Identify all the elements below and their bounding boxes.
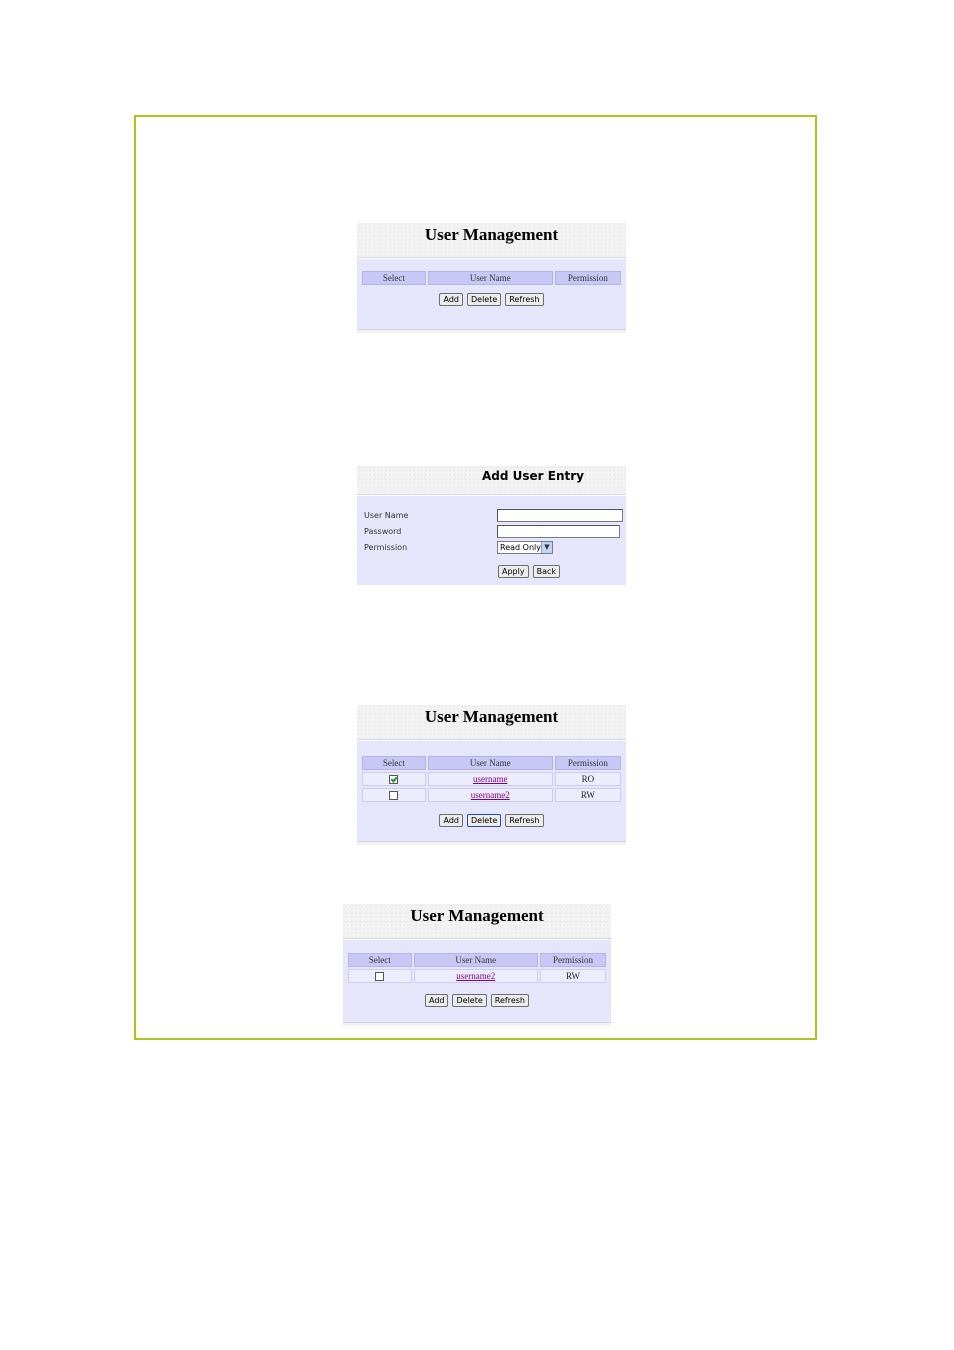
column-header-select: Select (362, 756, 426, 770)
panel-body (357, 258, 626, 329)
page-title: User Management (424, 225, 559, 244)
username-cell (414, 969, 538, 983)
delete-button[interactable]: Delete (452, 994, 486, 1007)
user-management-panel-two-users (357, 705, 626, 832)
column-header-permission: Permission (555, 756, 621, 770)
username-input[interactable] (497, 509, 623, 522)
password-label: Password (364, 527, 402, 536)
username-link[interactable]: username (472, 774, 508, 784)
refresh-button[interactable]: Refresh (505, 814, 543, 827)
add-button[interactable]: Add (439, 814, 463, 827)
page-title: User Management (424, 707, 559, 726)
permission-cell: RO (555, 772, 621, 786)
permission-select[interactable] (497, 541, 553, 554)
column-header-username: User Name (428, 756, 553, 770)
table-row (362, 772, 621, 786)
row-checkbox[interactable] (389, 791, 398, 800)
panel-title-bar (357, 466, 626, 495)
select-cell (362, 788, 426, 802)
back-button[interactable]: Back (533, 565, 560, 578)
refresh-button[interactable]: Refresh (491, 994, 529, 1007)
panel-title-bar (357, 223, 626, 258)
column-header-username: User Name (414, 953, 538, 967)
delete-button[interactable]: Delete (467, 814, 501, 827)
column-header-username: User Name (428, 271, 553, 285)
username-label: User Name (364, 511, 409, 520)
refresh-button[interactable]: Refresh (505, 293, 543, 306)
column-header-select: Select (348, 953, 412, 967)
password-input[interactable] (497, 525, 620, 538)
user-management-panel-one-user (343, 904, 611, 1014)
panel-title-bar (357, 705, 626, 740)
user-table (360, 754, 623, 804)
select-cell (362, 772, 426, 786)
column-header-select: Select (362, 271, 426, 285)
panel-body (357, 495, 626, 585)
user-management-panel-empty (357, 223, 626, 323)
permission-cell: RW (540, 969, 606, 983)
page-title: Add User Entry (482, 469, 584, 483)
apply-button[interactable]: Apply (498, 565, 529, 578)
button-row (497, 565, 562, 578)
panel-body (357, 740, 626, 841)
table-row (362, 788, 621, 802)
add-button[interactable]: Add (439, 293, 463, 306)
permission-select-value: Read Only (500, 543, 541, 552)
panel-bottom-strip (357, 841, 626, 845)
column-header-permission: Permission (540, 953, 606, 967)
button-row (360, 814, 623, 827)
username-link[interactable]: username2 (456, 971, 496, 981)
user-table (360, 269, 623, 287)
username-link[interactable]: username2 (470, 790, 510, 800)
permission-cell: RW (555, 788, 621, 802)
column-header-permission: Permission (555, 271, 621, 285)
username-cell (428, 788, 553, 802)
delete-button[interactable]: Delete (467, 293, 501, 306)
panel-title-bar (343, 904, 611, 939)
button-row (360, 293, 623, 306)
panel-body (343, 939, 611, 1022)
panel-bottom-strip (357, 329, 626, 333)
add-user-entry-panel (357, 466, 626, 584)
add-button[interactable]: Add (425, 994, 449, 1007)
table-row (348, 969, 606, 983)
select-cell (348, 969, 412, 983)
chevron-down-icon[interactable]: ▼ (541, 542, 552, 553)
panel-bottom-strip (343, 1022, 611, 1026)
page-title: User Management (410, 906, 544, 925)
username-cell (428, 772, 553, 786)
user-table (346, 951, 608, 985)
button-row (346, 994, 608, 1007)
permission-label: Permission (364, 543, 408, 552)
row-checkbox[interactable] (389, 775, 398, 784)
row-checkbox[interactable] (375, 972, 384, 981)
